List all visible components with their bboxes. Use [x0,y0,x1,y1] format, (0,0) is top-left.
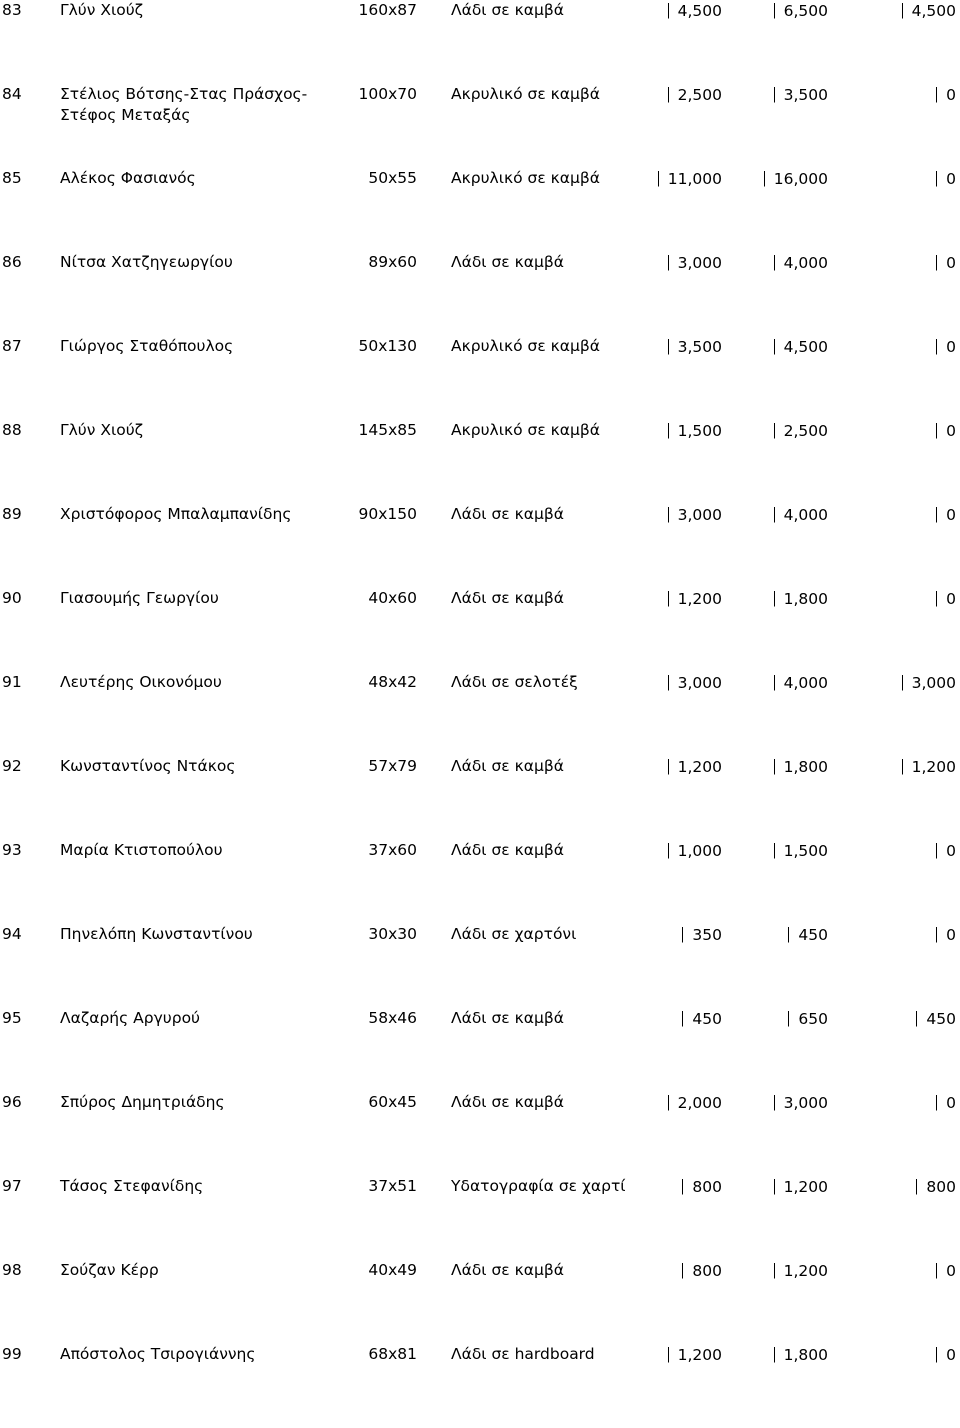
artist-name-line: Λαζαρής Αργυρού [60,1009,201,1027]
estimate-high [774,0,828,22]
sold-price-value: 1,200 [911,758,956,776]
artist-name [60,588,219,609]
currency-icon [774,87,783,103]
sold-price [936,924,956,946]
lot-number: 87 [2,337,22,355]
currency-icon [668,591,677,607]
estimate-low-value: 2,500 [677,86,722,104]
currency-icon [936,339,945,355]
estimate-low [668,1344,722,1366]
artist-name [60,1344,255,1365]
lot-number: 94 [2,925,22,943]
estimate-low [668,84,722,106]
estimate-low [668,420,722,442]
table-row [0,168,960,252]
currency-icon [668,255,677,271]
artwork-size: 50x55 [368,169,417,187]
artist-name-line: Λευτέρης Οικονόμου [60,673,222,691]
sold-price [936,168,956,190]
artwork-medium: Λάδι σε καμβά [451,1,564,19]
artwork-size: 100x70 [358,85,417,103]
artwork-medium: Λάδι σε καμβά [451,1009,564,1027]
estimate-high [774,588,828,610]
table-row [0,840,960,924]
sold-price [936,840,956,862]
table-row [0,1344,960,1428]
lot-number: 90 [2,589,22,607]
artwork-size: 57x79 [368,757,417,775]
artwork-medium: Λάδι σε σελοτέξ [451,673,578,691]
estimate-high [774,756,828,778]
currency-icon [774,1263,783,1279]
estimate-low-value: 3,000 [677,506,722,524]
sold-price-value: 0 [946,1262,956,1280]
artwork-size: 145x85 [358,421,417,439]
currency-icon [902,759,911,775]
estimate-high [774,420,828,442]
currency-icon [936,843,945,859]
artwork-medium: Λάδι σε χαρτόνι [451,925,577,943]
sold-price-value: 0 [946,338,956,356]
estimate-high [774,672,828,694]
currency-icon [788,1011,797,1027]
sold-price [936,420,956,442]
estimate-low [658,168,722,190]
estimate-high-value: 6,500 [783,2,828,20]
sold-price-value: 3,000 [911,674,956,692]
currency-icon [936,87,945,103]
lot-number: 92 [2,757,22,775]
table-row [0,924,960,1008]
estimate-low [668,0,722,22]
estimate-high [774,252,828,274]
artist-name-line: Στέλιος Βότσης-Στας Πράσχος- [60,85,308,103]
artwork-size: 37x60 [368,841,417,859]
sold-price-value: 4,500 [911,2,956,20]
estimate-low [668,336,722,358]
currency-icon [936,255,945,271]
estimate-low-value: 1,000 [677,842,722,860]
currency-icon [774,3,783,19]
table-row [0,84,960,168]
estimate-high-value: 1,800 [783,590,828,608]
table-row [0,756,960,840]
currency-icon [774,507,783,523]
artwork-size: 30x30 [368,925,417,943]
artwork-medium: Λάδι σε καμβά [451,1261,564,1279]
artwork-size: 37x51 [368,1177,417,1195]
artwork-size: 89x60 [368,253,417,271]
currency-icon [936,1263,945,1279]
artist-name-line: Τάσος Στεφανίδης [60,1177,204,1195]
currency-icon [774,843,783,859]
estimate-low [668,1092,722,1114]
estimate-low [682,1008,722,1030]
currency-icon [668,1095,677,1111]
table-row [0,336,960,420]
currency-icon [916,1179,925,1195]
table-row [0,1008,960,1092]
artist-name-line: Νίτσα Χατζηγεωργίου [60,253,233,271]
artist-name [60,252,233,273]
currency-icon [668,339,677,355]
estimate-high-value: 1,500 [783,842,828,860]
currency-icon [774,339,783,355]
artwork-medium: Λάδι σε hardboard [451,1345,595,1363]
estimate-low [668,672,722,694]
sold-price-value: 800 [926,1178,956,1196]
currency-icon [658,171,667,187]
sold-price-value: 450 [926,1010,956,1028]
currency-icon [936,423,945,439]
sold-price [916,1008,956,1030]
estimate-high [774,504,828,526]
sold-price [936,504,956,526]
artwork-medium: Λάδι σε καμβά [451,841,564,859]
currency-icon [668,675,677,691]
artwork-medium: Λάδι σε καμβά [451,1093,564,1111]
estimate-high [774,1092,828,1114]
currency-icon [668,507,677,523]
artwork-size: 40x49 [368,1261,417,1279]
estimate-low-value: 1,200 [677,1346,722,1364]
estimate-low-value: 800 [692,1178,722,1196]
estimate-low-value: 1,200 [677,758,722,776]
artist-name [60,756,235,777]
artist-name [60,840,223,861]
sold-price [936,1092,956,1114]
artist-name-line: Γλύν Χιούζ [60,421,144,439]
artist-name-line: Πηνελόπη Κωνσταντίνου [60,925,253,943]
artwork-size: 68x81 [368,1345,417,1363]
currency-icon [936,507,945,523]
artwork-size: 58x46 [368,1009,417,1027]
artist-name-line: Γλύν Χιούζ [60,1,144,19]
artist-name [60,504,291,525]
lot-number: 98 [2,1261,22,1279]
sold-price [936,336,956,358]
currency-icon [774,255,783,271]
estimate-low [668,252,722,274]
currency-icon [682,1179,691,1195]
lot-number: 83 [2,1,22,19]
sold-price [902,756,956,778]
estimate-high-value: 2,500 [783,422,828,440]
sold-price-value: 0 [946,1094,956,1112]
artwork-medium: Ακρυλικό σε καμβά [451,85,600,103]
currency-icon [774,759,783,775]
lot-number: 96 [2,1093,22,1111]
estimate-low-value: 800 [692,1262,722,1280]
estimate-high-value: 3,500 [783,86,828,104]
artwork-medium: Λάδι σε καμβά [451,253,564,271]
currency-icon [936,591,945,607]
currency-icon [902,675,911,691]
sold-price-value: 0 [946,1346,956,1364]
currency-icon [936,927,945,943]
lot-number: 99 [2,1345,22,1363]
currency-icon [682,1011,691,1027]
artist-name-line: Κωνσταντίνος Ντάκος [60,757,236,775]
estimate-low-value: 1,500 [677,422,722,440]
estimate-high-value: 1,800 [783,758,828,776]
estimate-high-value: 450 [798,926,828,944]
sold-price [902,0,956,22]
estimate-high-value: 4,000 [783,254,828,272]
artwork-size: 60x45 [368,1093,417,1111]
estimate-low-value: 350 [692,926,722,944]
estimate-high-value: 1,200 [783,1178,828,1196]
currency-icon [774,1179,783,1195]
artist-name [60,924,253,945]
estimate-high [788,1008,828,1030]
artist-name [60,1092,225,1113]
estimate-low-value: 3,000 [677,674,722,692]
sold-price-value: 0 [946,506,956,524]
estimate-low [668,840,722,862]
artist-name-line: Χριστόφορος Μπαλαμπανίδης [60,505,292,523]
artwork-medium: Ακρυλικό σε καμβά [451,421,600,439]
artist-name [60,1260,159,1281]
estimate-low-value: 450 [692,1010,722,1028]
artist-name-line: Γιώργος Σταθόπουλος [60,337,234,355]
artist-name [60,1008,200,1029]
estimate-high-value: 3,000 [783,1094,828,1112]
estimate-high-value: 1,200 [783,1262,828,1280]
currency-icon [668,87,677,103]
estimate-low [668,504,722,526]
lot-number: 88 [2,421,22,439]
currency-icon [682,927,691,943]
artist-name [60,168,196,189]
estimate-low-value: 3,000 [677,254,722,272]
sold-price-value: 0 [946,86,956,104]
currency-icon [902,3,911,19]
estimate-low-value: 1,200 [677,590,722,608]
table-row [0,672,960,756]
currency-icon [682,1263,691,1279]
currency-icon [668,759,677,775]
estimate-high [774,1176,828,1198]
lot-number: 84 [2,85,22,103]
table-row [0,588,960,672]
currency-icon [774,423,783,439]
sold-price-value: 0 [946,842,956,860]
artwork-medium: Ακρυλικό σε καμβά [451,169,600,187]
sold-price [936,588,956,610]
currency-icon [774,675,783,691]
estimate-high-value: 650 [798,1010,828,1028]
sold-price [936,252,956,274]
artist-name [60,672,222,693]
artist-name [60,1176,203,1197]
table-row [0,420,960,504]
artwork-size: 50x130 [358,337,417,355]
estimate-high-value: 4,500 [783,338,828,356]
artwork-medium: Λάδι σε καμβά [451,589,564,607]
table-row [0,504,960,588]
estimate-high [774,1344,828,1366]
estimate-low-value: 2,000 [677,1094,722,1112]
currency-icon [916,1011,925,1027]
sold-price-value: 0 [946,422,956,440]
currency-icon [774,591,783,607]
currency-icon [936,171,945,187]
currency-icon [788,927,797,943]
estimate-high [774,840,828,862]
lot-number: 89 [2,505,22,523]
sold-price-value: 0 [946,254,956,272]
artwork-medium: Ακρυλικό σε καμβά [451,337,600,355]
estimate-high [774,84,828,106]
sold-price-value: 0 [946,590,956,608]
estimate-low [682,1260,722,1282]
artist-name [60,420,143,441]
artist-name [60,0,143,21]
lot-number: 97 [2,1177,22,1195]
currency-icon [668,843,677,859]
estimate-high-value: 1,800 [783,1346,828,1364]
artist-name [60,84,307,126]
estimate-high-value: 16,000 [773,170,828,188]
estimate-high [774,1260,828,1282]
sold-price-value: 0 [946,170,956,188]
estimate-low [668,756,722,778]
artist-name-line: Μαρία Κτιστοπούλου [60,841,223,859]
sold-price-value: 0 [946,926,956,944]
lot-number: 91 [2,673,22,691]
artwork-medium: Λάδι σε καμβά [451,505,564,523]
artwork-size: 160x87 [358,1,417,19]
sold-price [936,1260,956,1282]
sold-price [936,1344,956,1366]
estimate-high [774,336,828,358]
currency-icon [774,1095,783,1111]
estimate-high-value: 4,000 [783,674,828,692]
table-row [0,1260,960,1344]
estimate-high [788,924,828,946]
estimate-low-value: 11,000 [667,170,722,188]
sold-price [916,1176,956,1198]
currency-icon [936,1095,945,1111]
artist-name-line: Απόστολος Τσιρογιάννης [60,1345,256,1363]
table-row [0,0,960,84]
estimate-high [764,168,828,190]
artwork-size: 90x150 [358,505,417,523]
table-row [0,1176,960,1260]
estimate-low-value: 4,500 [677,2,722,20]
artwork-medium: Λάδι σε καμβά [451,757,564,775]
sold-price [936,84,956,106]
artwork-size: 40x60 [368,589,417,607]
currency-icon [668,423,677,439]
estimate-high-value: 4,000 [783,506,828,524]
artwork-medium: Υδατογραφία σε χαρτί [451,1177,626,1195]
lot-number: 93 [2,841,22,859]
artist-name [60,336,233,357]
sold-price [902,672,956,694]
estimate-low [668,588,722,610]
table-row [0,1092,960,1176]
estimate-low [682,1176,722,1198]
artist-name-line: Αλέκος Φασιανός [60,169,196,187]
lot-number: 85 [2,169,22,187]
currency-icon [764,171,773,187]
estimate-low-value: 3,500 [677,338,722,356]
artwork-size: 48x42 [368,673,417,691]
table-row [0,252,960,336]
lot-number: 95 [2,1009,22,1027]
lot-number: 86 [2,253,22,271]
artist-name-line: Γιασουμής Γεωργίου [60,589,219,607]
currency-icon [668,3,677,19]
artist-name-line: Σούζαν Κέρρ [60,1261,159,1279]
artist-name-line: Στέφος Μεταξάς [60,106,191,124]
artist-name-line: Σπύρος Δημητριάδης [60,1093,225,1111]
estimate-low [682,924,722,946]
